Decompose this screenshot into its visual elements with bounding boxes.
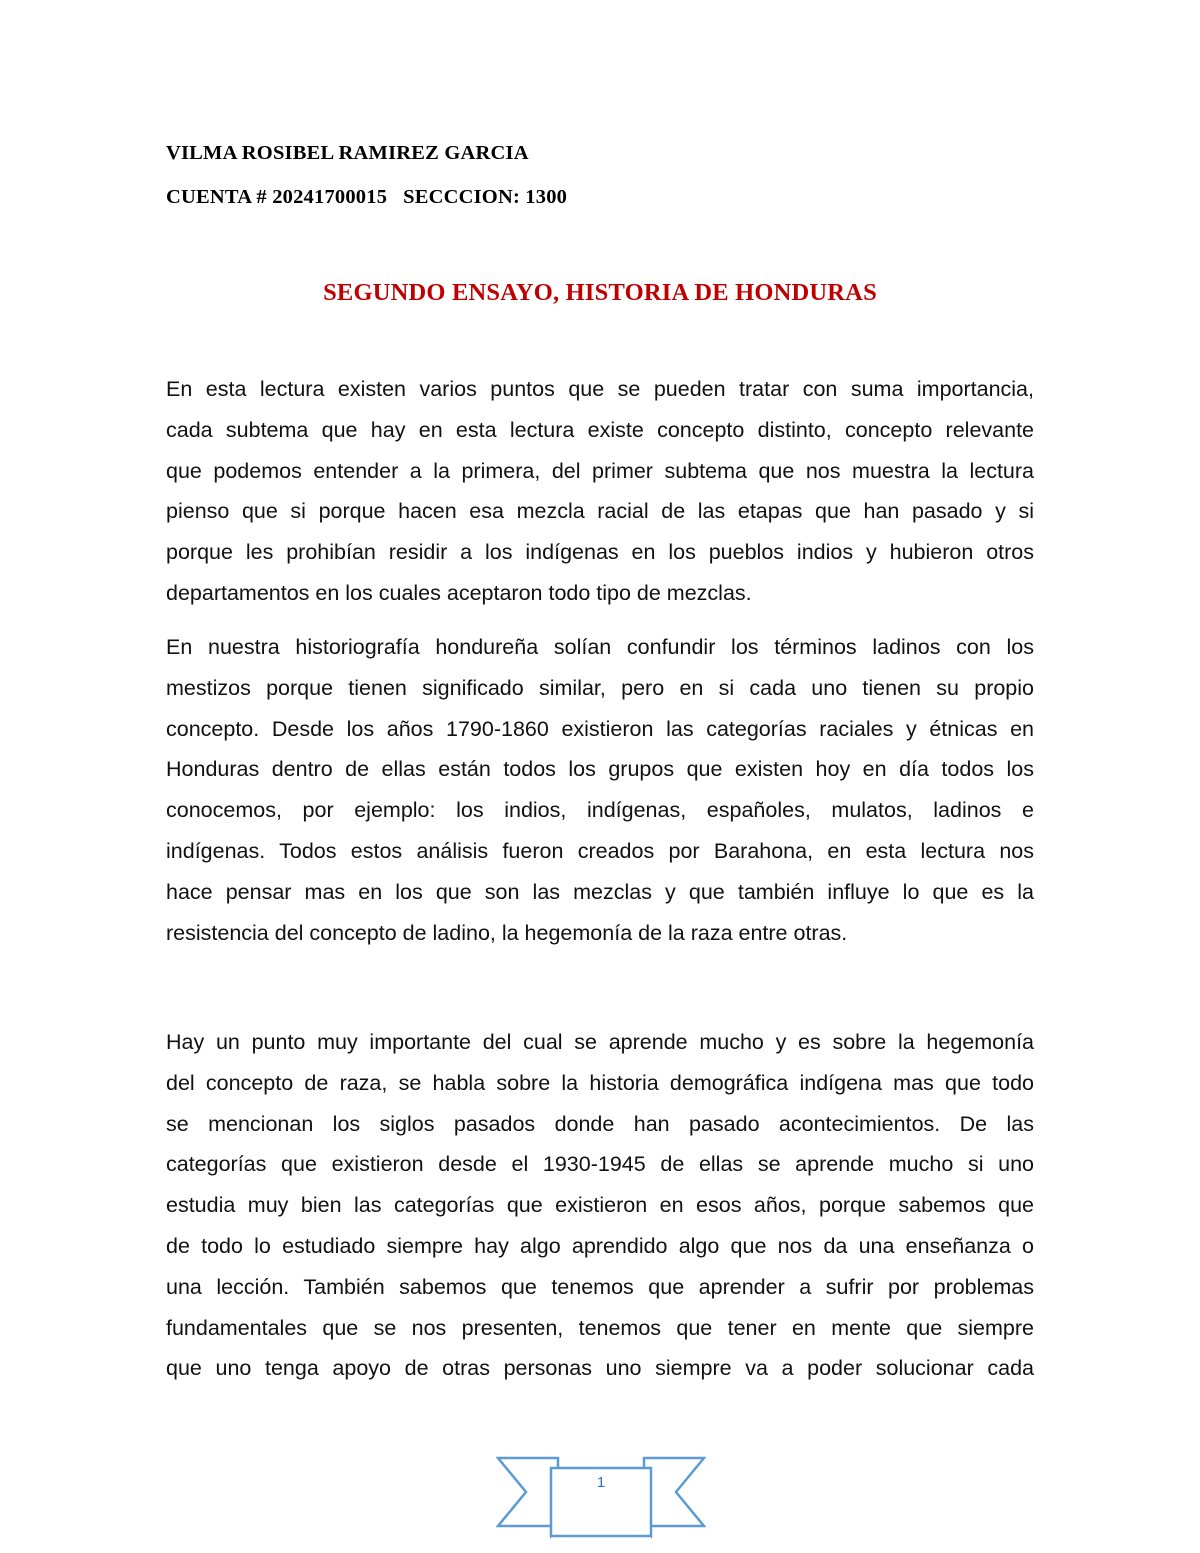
paragraph-line: se mencionan los siglos pasados donde han pasado acontecimientos. De las bbox=[166, 1111, 1034, 1136]
paragraph-line: cada subtema que hay en esta lectura existe concepto distinto, concepto relevante bbox=[166, 417, 1034, 442]
paragraph-3 bbox=[166, 1022, 1034, 1389]
paragraph-line: Honduras dentro de ellas están todos los grupos que existen hoy en día todos los bbox=[166, 757, 1034, 782]
paragraph-line: del concepto de raza, se habla sobre la historia demográfica indígena mas que todo bbox=[166, 1070, 1034, 1095]
paragraph-line: estudia muy bien las categorías que existieron en esos años, porque sabemos que bbox=[166, 1193, 1034, 1218]
paragraph-line: hace pensar mas en los que son las mezclas y que también influye lo que es la bbox=[166, 879, 1034, 904]
paragraph-line: Hay un punto muy importante del cual se aprende mucho y es sobre la hegemonía bbox=[166, 1030, 1034, 1054]
paragraph-line: una lección. También sabemos que tenemos que aprender a sufrir por problemas bbox=[166, 1274, 1034, 1299]
paragraph-1 bbox=[166, 369, 1034, 614]
paragraph-line: de todo lo estudiado siempre hay algo aprendido algo que nos da una enseñanza o bbox=[166, 1233, 1034, 1258]
paragraph-line: concepto. Desde los años 1790-1860 existieron las categorías raciales y étnicas en bbox=[166, 716, 1034, 741]
paragraph-line: mestizos porque tienen significado similar, pero en si cada uno tienen su propio bbox=[166, 675, 1034, 700]
paragraph-line: En nuestra historiografía hondureña solían confundir los términos ladinos con los bbox=[166, 635, 1034, 659]
paragraph-line: que podemos entender a la primera, del primer subtema que nos muestra la lectura bbox=[166, 458, 1034, 483]
paragraph-line: que uno tenga apoyo de otras personas uno siempre va a poder solucionar cada bbox=[166, 1356, 1034, 1381]
paragraph-line: pienso que si porque hacen esa mezcla racial de las etapas que han pasado y si bbox=[166, 499, 1034, 524]
paragraph-line: resistencia del concepto de ladino, la hegemonía de la raza entre otras. bbox=[166, 920, 848, 945]
paragraph-line: porque les prohibían residir a los indígenas en los pueblos indios y hubieron otros bbox=[166, 540, 1034, 565]
page-number-ribbon-icon bbox=[496, 1448, 706, 1540]
paragraph-line: En esta lectura existen varios puntos que se pueden tratar con suma importancia, bbox=[166, 377, 1034, 401]
paragraph-line: fundamentales que se nos presenten, tenemos que tener en mente que siempre bbox=[166, 1315, 1034, 1340]
paragraph-line: indígenas. Todos estos análisis fueron creados por Barahona, en esta lectura nos bbox=[166, 838, 1034, 863]
account-section-line: CUENTA # 20241700015 SECCCION: 1300 bbox=[166, 186, 568, 208]
paragraph-2 bbox=[166, 627, 1034, 953]
paragraph-line: conocemos, por ejemplo: los indios, indígenas, españoles, mulatos, ladinos e bbox=[166, 798, 1034, 823]
paragraph-line: departamentos en los cuales aceptaron todo tipo de mezclas. bbox=[166, 580, 752, 605]
paragraph-line: categorías que existieron desde el 1930-1945 de ellas se aprende mucho si uno bbox=[166, 1152, 1034, 1177]
author-name: VILMA ROSIBEL RAMIREZ GARCIA bbox=[166, 142, 529, 164]
page-number: 1 bbox=[596, 1474, 606, 1491]
document-title: SEGUNDO ENSAYO, HISTORIA DE HONDURAS bbox=[323, 279, 877, 306]
